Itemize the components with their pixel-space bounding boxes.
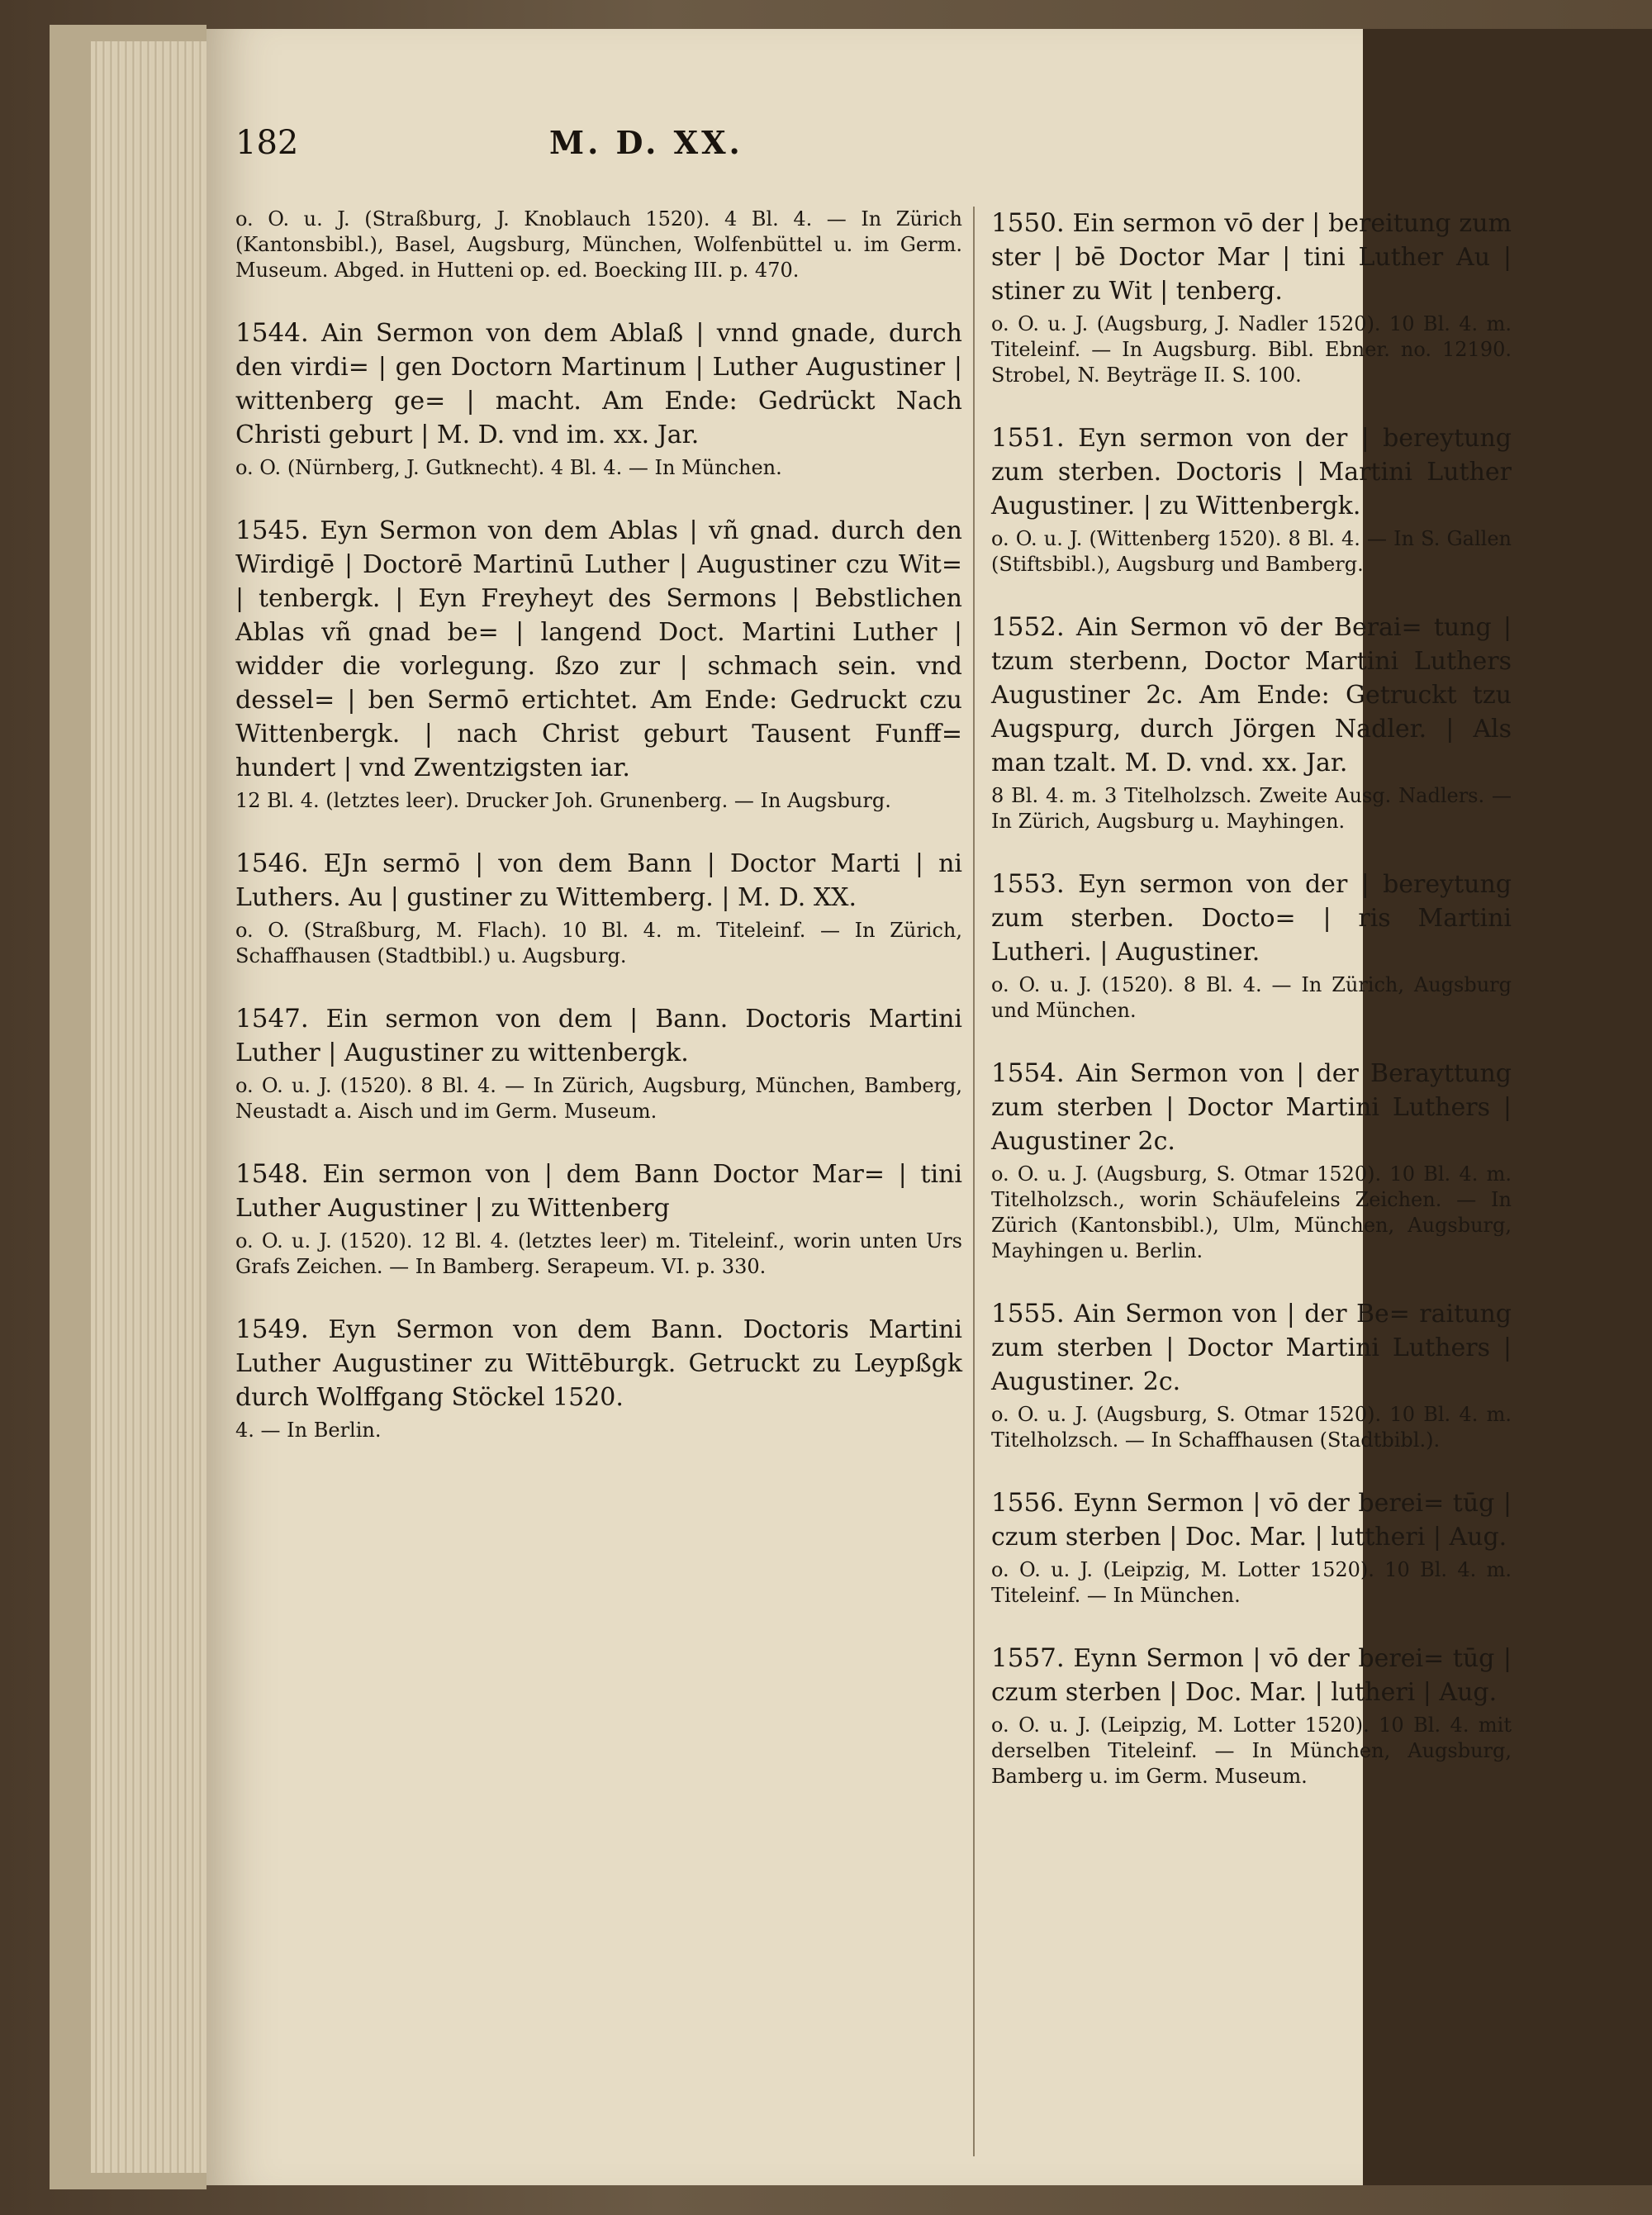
entry-1557 — [991, 1642, 1512, 1790]
entry-1552 — [991, 611, 1512, 834]
entry-title — [235, 1002, 962, 1070]
entry-title-text: Ain Sermon von | der Berayttung zum sterben | Doctor Martini Luthers | Augustiner 2c. — [991, 1059, 1512, 1156]
entry-title — [235, 514, 962, 785]
entry-number: 1557. — [991, 1643, 1065, 1673]
entry-number: 1549. — [235, 1314, 309, 1344]
page-number: 182 — [235, 124, 299, 162]
entry-1554 — [991, 1057, 1512, 1264]
entry-number: 1556. — [991, 1488, 1065, 1518]
entry-number: 1545. — [235, 516, 309, 545]
entry-note: o. O. (Straßburg, M. Flach). 10 Bl. 4. m. Titeleinf. — In Zürich, Schaffhausen (Stadtbibl.) u. Augsburg. — [235, 919, 962, 967]
entry-title-text: EJn sermō | von dem Bann | Doctor Marti | ni Luthers. Au | gustiner zu Wittemberg. | M. D. XX. — [235, 849, 962, 912]
entry-title-text: Ain Sermon vō der Berai= tung | tzum sterbenn, Doctor Martini Luthers Augustiner 2c. Am Ende: Getruckt tzu Augspurg, durch Jörgen Nadler. | Als man tzalt. M. D. vnd. xx. Jar. — [991, 613, 1512, 777]
entry-number: 1553. — [991, 869, 1065, 899]
entry-title-text: Ein sermon vō der | bereitung zum ster | bē Doctor Mar | tini Luther Au | stiner zu Wit | tenberg. — [991, 209, 1512, 306]
entry-title — [991, 867, 1512, 969]
entry-title — [991, 1642, 1512, 1709]
entry-number: 1550. — [991, 208, 1065, 238]
entry-1551 — [991, 421, 1512, 578]
entry-note: 12 Bl. 4. (letztes leer). Drucker Joh. Grunenberg. — In Augsburg. — [235, 789, 891, 812]
left-column — [235, 207, 962, 1476]
entry-title-text: Ain Sermon von | der Be= raitung zum sterben | Doctor Martini Luthers | Augustiner. 2c. — [991, 1300, 1512, 1396]
entry-title — [235, 847, 962, 915]
entry-number: 1555. — [991, 1299, 1065, 1329]
entry-title — [991, 421, 1512, 523]
running-head: M. D. XX. — [549, 124, 743, 161]
entry-note: o. O. u. J. (Leipzig, M. Lotter 1520). 10 Bl. 4. m. Titeleinf. — In München. — [991, 1558, 1512, 1607]
entry-1556 — [991, 1486, 1512, 1609]
entry-note: o. O. u. J. (Augsburg, S. Otmar 1520). 10 Bl. 4. m. Titelholzsch. — In Schaffhausen (Stadtbibl.). — [991, 1403, 1512, 1452]
entry-number: 1554. — [991, 1058, 1065, 1088]
entry-number: 1551. — [991, 423, 1065, 453]
entry-title-text: Eyn Sermon von dem Bann. Doctoris Martini Luther Augustiner zu Wittēburgk. Getruckt zu Leypßgk durch Wolffgang Stöckel 1520. — [235, 1315, 962, 1412]
entry-title — [235, 1157, 962, 1225]
entry-note: 8 Bl. 4. m. 3 Titelholzsch. Zweite Ausg. Nadlers. — In Zürich, Augsburg u. Mayhingen. — [991, 784, 1512, 833]
entry-1546 — [235, 847, 962, 969]
entry-title — [235, 316, 962, 452]
entry-title-text: Ein sermon von dem | Bann. Doctoris Martini Luther | Augustiner zu wittenbergk. — [235, 1005, 963, 1067]
entry-number: 1552. — [991, 612, 1065, 642]
entry-1549 — [235, 1313, 962, 1443]
entry-number: 1544. — [235, 318, 309, 348]
entry-number: 1547. — [235, 1004, 309, 1034]
entry-note: o. O. u. J. (1520). 8 Bl. 4. — In Zürich, Augsburg, München, Bamberg, Neustadt a. Aisch und im Germ. Museum. — [235, 1074, 962, 1123]
entry-note: o. O. u. J. (1520). 8 Bl. 4. — In Zürich, Augsburg und München. — [991, 973, 1512, 1022]
entry-title-text: Eynn Sermon | vō der berei= tūg | czum sterben | Doc. Mar. | luttheri | Aug. — [991, 1489, 1512, 1552]
entry-number: 1546. — [235, 848, 309, 878]
right-column — [991, 207, 1512, 1823]
entry-number: 1548. — [235, 1159, 309, 1189]
entry-title-text: Ein sermon von | dem Bann Doctor Mar= | tini Luther Augustiner | zu Wittenberg — [235, 1160, 962, 1223]
entry-title-text: Ain Sermon von dem Ablaß | vnnd gnade, durch den virdi= | gen Doctorn Martinum | Luther Augustiner | wittenberg ge= | macht. Am Ende: Gedrückt Nach Christi geburt | M. D. vnd im. xx. Jar. — [235, 319, 962, 449]
entry-title-text: Eyn sermon von der | bereytung zum sterben. Docto= | ris Martini Lutheri. | Augustiner. — [991, 870, 1512, 967]
entry-note: o. O. u. J. (Augsburg, J. Nadler 1520). 10 Bl. 4. m. Titeleinf. — In Augsburg. Bibl. Ebner. no. 12190. Strobel, N. Beyträge II. S. 100. — [991, 312, 1512, 387]
entry-title — [235, 1313, 962, 1414]
entry-1544 — [235, 316, 962, 481]
entry-note: 4. — In Berlin. — [235, 1419, 382, 1442]
entry-note: o. O. u. J. (Augsburg, S. Otmar 1520). 10 Bl. 4. m. Titelholzsch., worin Schäufeleins Zeichen. — In Zürich (Kantonsbibl.), Ulm, München, Augsburg, Mayhingen u. Berlin. — [991, 1162, 1512, 1262]
entry-title-text: Eynn Sermon | vō der berei= tūg | czum sterben | Doc. Mar. | lutheri | Aug. — [991, 1644, 1512, 1707]
entry-1547 — [235, 1002, 962, 1124]
entry-title — [991, 1297, 1512, 1399]
entry-1555 — [991, 1297, 1512, 1453]
entry-title — [991, 1057, 1512, 1158]
entry-1550 — [991, 207, 1512, 388]
entry-note: o. O. u. J. (Leipzig, M. Lotter 1520). 10 Bl. 4. mit derselben Titeleinf. — In München, Augsburg, Bamberg u. im Germ. Museum. — [991, 1714, 1512, 1788]
entry-title — [991, 611, 1512, 780]
entry-1548 — [235, 1157, 962, 1280]
entry-note: o. O. u. J. (Wittenberg 1520). 8 Bl. 4. — In S. Gallen (Stiftsbibl.), Augsburg und Bamberg. — [991, 527, 1512, 576]
column-rule — [973, 207, 975, 2156]
page-header — [235, 124, 1111, 165]
entry-note: o. O. u. J. (1520). 12 Bl. 4. (letztes leer) m. Titeleinf., worin unten Urs Grafs Zeichen. — In Bamberg. Serapeum. VI. p. 330. — [235, 1229, 962, 1278]
entry-title-text: Eyn sermon von der | bereytung zum sterben. Doctoris | Martini Luther Augustiner. | zu Wittenbergk. — [991, 424, 1512, 520]
entry-title-text: Eyn Sermon von dem Ablas | vñ gnad. durch den Wirdigē | Doctorē Martinū Luther | Augustiner czu Wit= | tenbergk. | Eyn Freyheyt des Sermons | Bebstlichen Ablas vñ gnad be= | langend Doct. Martini Luther | widder die vorlegung. ßzo zur | schmach sein. vnd dessel= | ben Sermō ertichtet. Am Ende: Gedruckt czu Wittenbergk. | nach Christ geburt Tausent Funff= hundert | vnd Zwentzigsten iar. — [235, 516, 962, 782]
entry-title — [991, 1486, 1512, 1554]
entry-1553 — [991, 867, 1512, 1024]
entry-title — [991, 207, 1512, 308]
entry-1545 — [235, 514, 962, 814]
entry-note: o. O. (Nürnberg, J. Gutknecht). 4 Bl. 4. — In München. — [235, 456, 782, 479]
continued-note: o. O. u. J. (Straßburg, J. Knoblauch 1520). 4 Bl. 4. — In Zürich (Kantonsbibl.), Basel, Augsburg, München, Wolfenbüttel u. im Germ. Museum. Abged. in Hutteni op. ed. Boecking III. p. 470. — [235, 207, 962, 282]
